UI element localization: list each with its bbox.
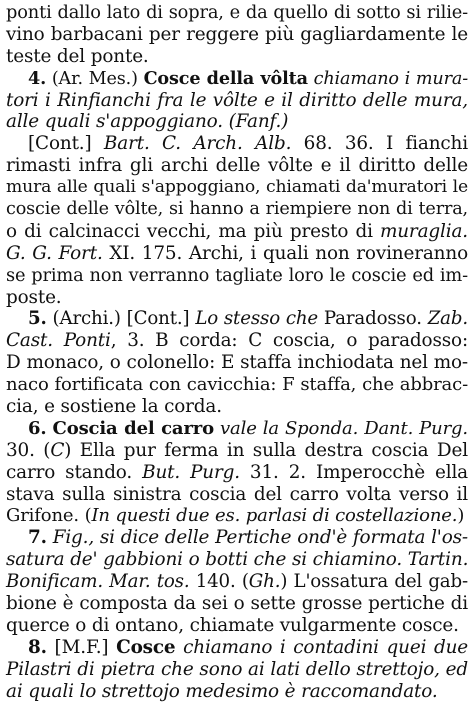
body-text: [M.F.]	[46, 636, 117, 658]
italic-text: muraglia.	[379, 220, 468, 242]
bold-text: Cosce della vôlta	[143, 67, 308, 89]
body-text: XI. 175. Archi, i quali non rovineranno	[102, 242, 468, 264]
text-line	[6, 199, 468, 221]
italic-text: G. G. Fort.	[6, 242, 103, 264]
text-line	[6, 352, 468, 374]
text-line	[6, 243, 468, 265]
text-line	[6, 177, 468, 199]
italic-text: But. Purg.	[142, 461, 240, 483]
text-line	[6, 221, 468, 243]
body-text: 30. (	[6, 439, 51, 461]
bold-text: 7.	[28, 527, 47, 549]
text-line	[6, 46, 468, 68]
text-line	[6, 374, 468, 396]
body-text: coscie delle vôlte, si hanno a riempiere non di terra,	[6, 199, 468, 220]
body-text: Grifone. (	[6, 505, 92, 527]
body-text: carro stando.	[6, 461, 143, 483]
text-line	[6, 68, 468, 90]
text-line	[6, 681, 468, 703]
italic-text: Lo stesso che	[195, 308, 319, 330]
text-line	[6, 571, 468, 593]
body-text: 68. 36. I fianchi	[291, 133, 468, 155]
text-line	[6, 462, 468, 484]
body-text: (Archi.) [Cont.]	[46, 308, 196, 330]
body-text: Paradosso.	[318, 308, 428, 330]
italic-text: Gh.	[248, 571, 281, 593]
bold-text: 5.	[28, 308, 47, 330]
dictionary-page	[6, 2, 468, 703]
text-line	[6, 527, 468, 549]
body-text: cia, e sostiene la corda.	[6, 396, 222, 418]
text-line	[6, 659, 468, 681]
text-line	[6, 24, 468, 46]
italic-text: Bart. C. Arch. Alb.	[103, 133, 292, 155]
body-text: ponti dallo lato di sopra, e da quello di sotto si rilie-	[6, 2, 468, 23]
text-line	[6, 505, 468, 527]
body-text: mura alle quali s'appoggiano, chiamati da'muratori le	[6, 177, 468, 198]
body-text: (Ar. Mes.)	[46, 68, 144, 89]
body-text: D monaco, o colonello: E staffa inchiodata nel mo-	[6, 352, 468, 374]
body-text: vino barbacani per reggere più gagliardamente le	[6, 23, 468, 45]
text-line	[6, 330, 468, 352]
text-line	[6, 593, 468, 615]
italic-text: Cast. Ponti	[6, 330, 111, 352]
body-text: ) Ella pur ferma in sulla destra coscia Del	[64, 439, 468, 461]
body-text: bione è composta da sei o sette grosse pertiche di	[6, 593, 468, 615]
body-text: , 3. B corda: C coscia, o paradosso:	[110, 330, 468, 352]
body-text: stava sulla sinistra coscia del carro volta verso il	[6, 483, 468, 505]
text-line	[6, 308, 468, 330]
italic-text: Pilastri di pietra che sono ai lati dello strettojo, ed	[6, 658, 468, 680]
bold-text: 4.	[28, 67, 47, 89]
text-line	[6, 155, 468, 177]
italic-text: chiamano i contadini quei due	[175, 636, 468, 658]
body-text: naco fortificata con cavicchia: F staffa, che abbrac-	[6, 374, 468, 396]
body-text: rimasti infra gli archi delle vôlte e il diritto delle	[6, 155, 468, 177]
text-line	[6, 111, 468, 133]
text-line	[6, 90, 468, 112]
italic-text: Fig., si dice delle Pertiche ond'è formata l'os-	[46, 527, 468, 549]
italic-text: alle quali s'appoggiano. (Fanf.)	[6, 111, 289, 133]
bold-text: Cosce	[116, 636, 176, 658]
italic-text: Zab.	[427, 308, 468, 330]
text-line	[6, 287, 468, 309]
text-line	[6, 2, 468, 24]
italic-text: Bonificam. Mar. tos.	[6, 571, 190, 593]
bold-text: 8.	[28, 636, 47, 658]
body-text: 140. (	[189, 571, 249, 593]
body-text: teste del ponte.	[6, 45, 149, 67]
text-line	[6, 396, 468, 418]
text-line	[6, 265, 468, 287]
italic-text: In questi due es. parlasi di costellazione.	[91, 505, 458, 527]
body-text: [Cont.]	[28, 133, 104, 155]
bold-text: Coscia del carro	[52, 417, 214, 439]
text-line	[6, 484, 468, 506]
italic-text: ai quali lo strettojo medesimo è raccomandato.	[6, 680, 438, 702]
text-line	[6, 418, 468, 440]
italic-text: vale la Sponda. Dant. Purg.	[213, 417, 468, 439]
italic-text: tori i Rinfianchi fra le vôlte e il diritto delle mura,	[6, 89, 468, 111]
italic-text: satura de' gabbioni o botti che si chiamino. Tartin.	[6, 549, 469, 571]
body-text: o di calcinacci vecchi, ma più presto di	[6, 220, 380, 242]
text-line	[6, 133, 468, 155]
body-text: se prima non verranno tagliate loro le coscie ed im-	[6, 264, 468, 286]
body-text: querce o di ontano, chiamate vulgarmente cosce.	[6, 614, 459, 636]
italic-text: C	[50, 439, 65, 461]
text-line	[6, 549, 468, 571]
body-text: ) L'ossatura del gab-	[280, 571, 468, 593]
body-text: )	[457, 505, 465, 527]
italic-text: chiamano i mura-	[307, 68, 468, 89]
text-line	[6, 615, 468, 637]
text-line	[6, 440, 468, 462]
body-text: 31. 2. Imperocchè ella	[239, 461, 468, 483]
text-line	[6, 637, 468, 659]
bold-text: 6.	[28, 417, 47, 439]
body-text: poste.	[6, 286, 62, 308]
